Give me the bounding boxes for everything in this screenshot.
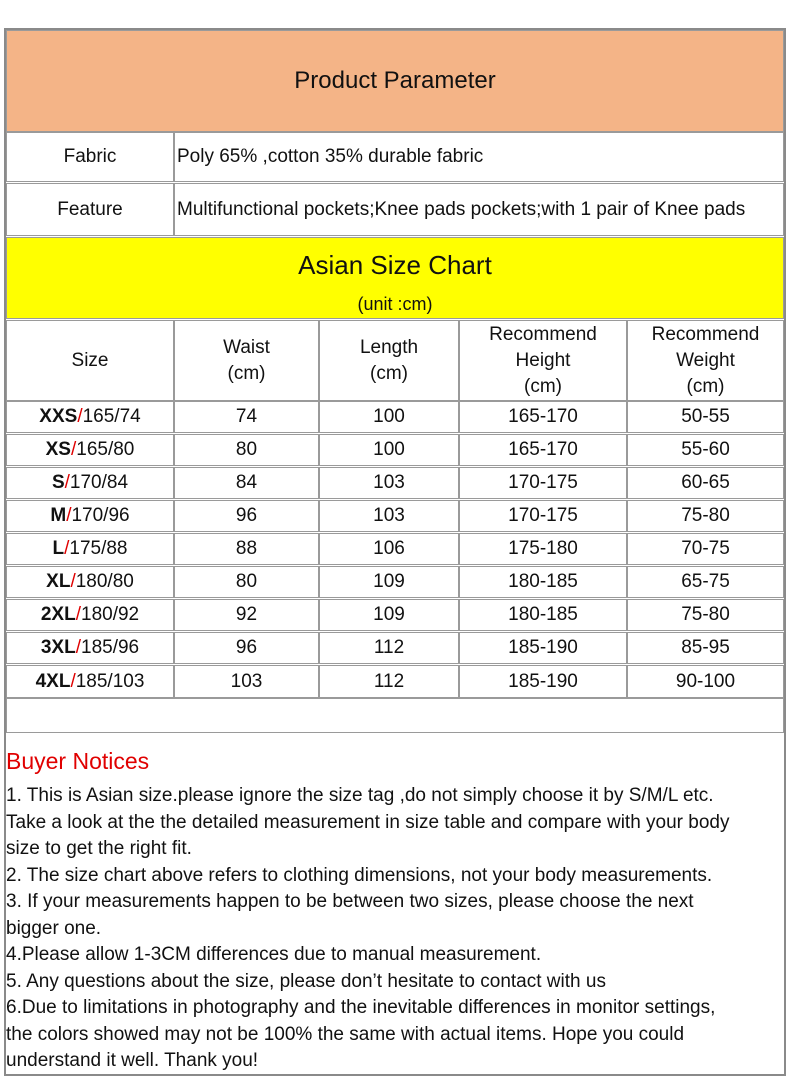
size-cell [6, 566, 174, 598]
notice-line: the colors showed may not be 100% the same with actual items. Hope you could [6, 1023, 685, 1045]
height-cell: 185-190 [459, 632, 627, 664]
header-length: Length (cm) [319, 320, 459, 401]
waist-cell: 96 [174, 632, 319, 664]
table-row [6, 632, 784, 664]
table-row [6, 500, 784, 532]
size-slash: / [64, 538, 70, 559]
param-value: Multifunctional pockets;Knee pads pockets;with 1 pair of Knee pads [174, 183, 784, 236]
waist-cell: 80 [174, 566, 319, 598]
notice-line: bigger one. [6, 917, 102, 939]
size-spec: 185/103 [75, 671, 145, 692]
header-weight: Recommend Weight (cm) [627, 320, 784, 401]
weight-cell: 65-75 [627, 566, 784, 598]
param-label: Feature [6, 183, 174, 236]
weight-cell: 55-60 [627, 434, 784, 466]
param-value: Poly 65% ,cotton 35% durable fabric [174, 132, 784, 182]
size-cell [6, 632, 174, 664]
notice-line: 1. This is Asian size.please ignore the size tag ,do not simply choose it by S/M/L etc. [6, 785, 714, 806]
size-spec: 185/96 [81, 637, 140, 658]
length-cell: 109 [319, 599, 459, 631]
size-slash: / [75, 604, 81, 625]
size-code: XXS [39, 406, 78, 427]
weight-cell: 50-55 [627, 401, 784, 433]
notice-line: 6.Due to limitations in photography and the inevitable differences in monitor settings, [6, 997, 716, 1018]
size-cell [6, 434, 174, 466]
table-row [6, 665, 784, 699]
header-size: Size [6, 320, 174, 401]
size-spec: 170/96 [71, 505, 130, 526]
length-cell: 112 [319, 665, 459, 699]
length-cell: 100 [319, 434, 459, 466]
size-chart-document [4, 28, 786, 1076]
size-code: XL [46, 571, 71, 592]
waist-cell: 80 [174, 434, 319, 466]
table-row [6, 599, 784, 631]
buyer-notices-list [6, 783, 784, 1075]
notice-line: 4.Please allow 1-3CM differences due to manual measurement. [6, 944, 542, 965]
height-cell: 165-170 [459, 434, 627, 466]
length-cell: 112 [319, 632, 459, 664]
weight-cell: 70-75 [627, 533, 784, 565]
size-spec: 180/80 [75, 571, 134, 592]
table-row [6, 401, 784, 433]
waist-cell: 88 [174, 533, 319, 565]
size-code: S [51, 472, 65, 493]
header-waist: Waist (cm) [174, 320, 319, 401]
weight-cell: 85-95 [627, 632, 784, 664]
weight-cell: 60-65 [627, 467, 784, 499]
size-code: L [52, 538, 65, 559]
size-chart-title: Asian Size Chart [298, 250, 492, 280]
waist-cell: 103 [174, 665, 319, 699]
waist-cell: 84 [174, 467, 319, 499]
length-cell: 103 [319, 500, 459, 532]
length-cell: 100 [319, 401, 459, 433]
table-row [6, 467, 784, 499]
size-spec: 175/88 [69, 538, 128, 559]
size-cell [6, 599, 174, 631]
size-cell [6, 665, 174, 699]
length-cell: 103 [319, 467, 459, 499]
waist-cell: 92 [174, 599, 319, 631]
size-slash: / [75, 637, 81, 658]
height-cell: 170-175 [459, 500, 627, 532]
height-cell: 180-185 [459, 566, 627, 598]
notice-line: Take a look at the the detailed measurement in size table and compare with your body [6, 811, 730, 833]
buyer-notices [6, 738, 784, 1075]
size-spec: 170/84 [69, 472, 129, 493]
length-cell: 109 [319, 566, 459, 598]
size-cell [6, 467, 174, 499]
height-cell: 180-185 [459, 599, 627, 631]
waist-cell: 96 [174, 500, 319, 532]
size-slash: / [77, 406, 83, 427]
product-parameter-title [6, 30, 784, 132]
param-row-feature [6, 183, 784, 236]
size-code: 3XL [40, 637, 76, 658]
size-code: 4XL [35, 671, 71, 692]
notice-line: understand it well. Thank you! [6, 1050, 259, 1071]
header-height: Recommend Height (cm) [459, 320, 627, 401]
height-cell: 170-175 [459, 467, 627, 499]
size-table-header [6, 320, 784, 401]
size-chart-unit: (unit :cm) [357, 294, 433, 314]
waist-cell: 74 [174, 401, 319, 433]
asian-size-chart-band [6, 237, 784, 319]
size-code: 2XL [40, 604, 76, 625]
height-cell: 185-190 [459, 665, 627, 699]
product-parameter-title-text: Product Parameter [294, 67, 496, 94]
size-cell [6, 500, 174, 532]
size-slash: / [70, 571, 76, 592]
notice-line: 5. Any questions about the size, please don’t hesitate to contact with us [6, 970, 606, 992]
notice-line: 3. If your measurements happen to be between two sizes, please choose the next [6, 891, 694, 912]
buyer-notices-title: Buyer Notices [6, 748, 150, 774]
param-label: Fabric [6, 132, 174, 182]
size-code: M [50, 505, 67, 526]
size-slash: / [66, 505, 72, 526]
table-row [6, 566, 784, 598]
weight-cell: 90-100 [627, 665, 784, 699]
blank-row [6, 697, 784, 733]
size-spec: 180/92 [81, 604, 140, 625]
size-cell [6, 533, 174, 565]
notice-line: 2. The size chart above refers to clothing dimensions, not your body measurements. [6, 864, 713, 886]
size-slash: / [70, 439, 77, 460]
height-cell: 165-170 [459, 401, 627, 433]
table-row [6, 533, 784, 565]
size-slash: / [64, 472, 70, 493]
weight-cell: 75-80 [627, 500, 784, 532]
size-cell [6, 401, 174, 433]
table-row [6, 434, 784, 466]
size-spec: 165/74 [82, 406, 141, 427]
weight-cell: 75-80 [627, 599, 784, 631]
size-spec: 165/80 [76, 439, 135, 460]
notice-line: size to get the right fit. [6, 838, 192, 859]
size-slash: / [70, 671, 76, 692]
param-row-fabric [6, 132, 784, 182]
height-cell: 175-180 [459, 533, 627, 565]
length-cell: 106 [319, 533, 459, 565]
size-code: XS [45, 439, 71, 460]
